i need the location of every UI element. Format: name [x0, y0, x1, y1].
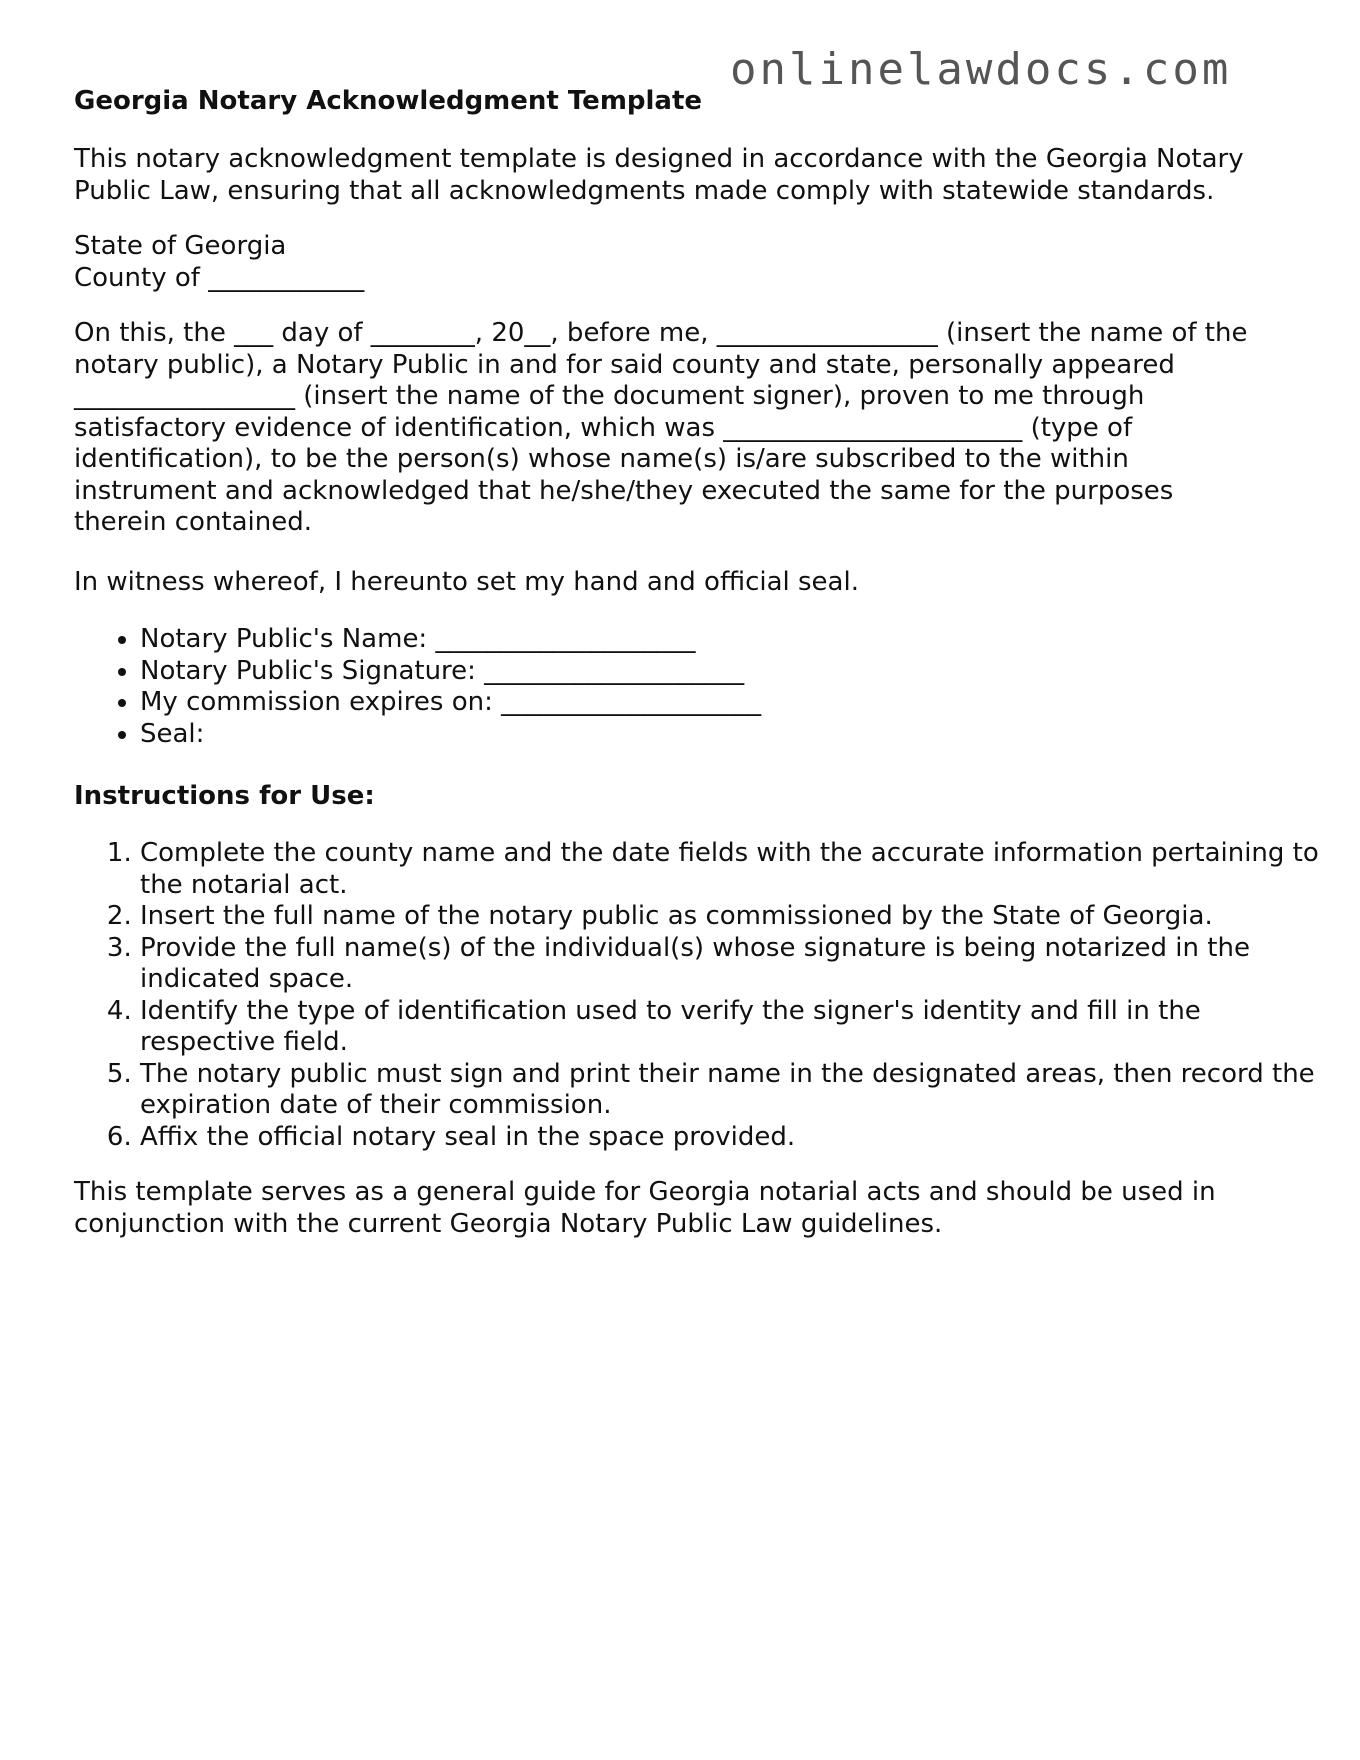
list-item: 2. Insert the full name of the notary public as commissioned by the State of Georgia. — [140, 901, 1340, 933]
list-item: 4. Identify the type of identification used to verify the signer's identity and fill in the respective field. — [140, 996, 1340, 1059]
acknowledgment-paragraph: On this, the ___ day of ________, 20__, before me, _________________ (insert the name of the notary public), a Notary Public in and for said county and state, personally appeared _________________ (insert the name of the document signer), proven to me through satisfactory evidence of identification, which was _______________________ (type of identification), to be the person(s) whose name(s) is/are subscribed to the within instrument and acknowledged that he/she/they executed the same for the purposes therein contained. — [74, 318, 1248, 537]
instructions-list — [74, 838, 1340, 1153]
document-title: Georgia Notary Acknowledgment Template — [74, 86, 703, 116]
list-item: • Notary Public's Signature: ____________________ — [140, 656, 761, 688]
witness-line: In witness whereof, I hereunto set my hand and official seal. — [74, 567, 859, 597]
closing-paragraph: This template serves as a general guide for Georgia notarial acts and should be used in conjunction with the current Georgia Notary Public Law guidelines. — [74, 1177, 1216, 1239]
watermark-text: onlinelawdocs.com — [730, 44, 1232, 95]
list-item: • My commission expires on: ____________________ — [140, 687, 761, 719]
list-item: 3. Provide the full name(s) of the individual(s) whose signature is being notarized in the indicated space. — [140, 933, 1340, 996]
venue-block — [74, 231, 1274, 294]
state-line: State of Georgia — [74, 231, 287, 261]
signature-list — [74, 624, 761, 750]
list-item: • Seal: — [140, 719, 761, 751]
list-item: 1. Complete the county name and the date fields with the accurate information pertaining to the notarial act. — [140, 838, 1340, 901]
list-item: • Notary Public's Name: ____________________ — [140, 624, 761, 656]
list-item: 5. The notary public must sign and print their name in the designated areas, then record the expiration date of their commission. — [140, 1059, 1340, 1122]
county-line: County of ____________ — [74, 262, 365, 293]
list-item: 6. Affix the official notary seal in the space provided. — [140, 1122, 1340, 1154]
instructions-heading: Instructions for Use: — [74, 781, 375, 811]
intro-paragraph: This notary acknowledgment template is designed in accordance with the Georgia Notary Public Law, ensuring that all acknowledgments made comply with statewide standards. — [74, 144, 1244, 206]
